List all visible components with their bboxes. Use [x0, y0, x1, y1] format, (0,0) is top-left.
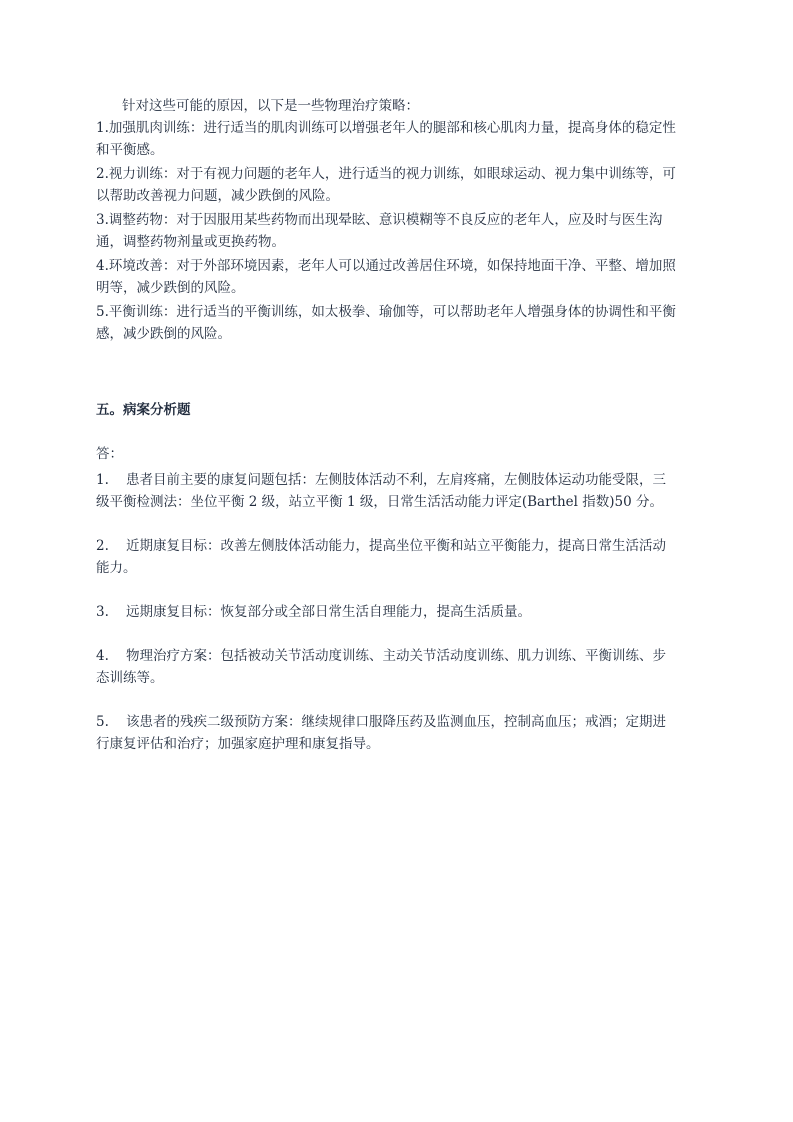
case-answer-2: [96, 535, 678, 579]
case-answer-text: 该患者的残疾二级预防方案：继续规律口服降压药及监测血压，控制高血压；戒酒；定期进行康复评估和治疗；加强家庭护理和康复指导。: [96, 714, 666, 752]
section-heading: 五。病案分析题: [96, 402, 191, 418]
document-content: [96, 95, 678, 755]
strategy-item-2: 2.视力训练：对于有视力问题的老年人，进行适当的视力训练，如眼球运动、视力集中训练等，可以帮助改善视力问题，减少跌倒的风险。: [96, 166, 676, 204]
strategy-item-5: 5.平衡训练：进行适当的平衡训练，如太极拳、瑜伽等，可以帮助老年人增强身体的协调性和平衡感，减少跌倒的风险。: [96, 304, 676, 342]
case-answer-number: 2.: [96, 538, 109, 554]
case-answer-1: [96, 469, 678, 513]
case-answer-number: 1.: [96, 472, 109, 488]
case-answer-4: [96, 645, 678, 689]
case-answer-number: 4.: [96, 648, 109, 664]
case-answer-5: [96, 711, 678, 755]
strategy-item-3: 3.调整药物：对于因服用某些药物而出现晕眩、意识模糊等不良反应的老年人，应及时与医生沟通，调整药物剂量或更换药物。: [96, 212, 663, 250]
strategy-item-4: 4.环境改善：对于外部环境因素，老年人可以通过改善居住环境，如保持地面干净、平整、增加照明等，减少跌倒的风险。: [96, 258, 676, 296]
case-answer-number: 3.: [96, 604, 109, 620]
case-answer-text: 患者目前主要的康复问题包括：左侧肢体活动不利，左肩疼痛，左侧肢体运动功能受限，三级平衡检测法：坐位平衡 2 级，站立平衡 1 级，日常生活活动能力评定(Barthel 指数)50 分。: [96, 472, 666, 510]
case-answer-text: 远期康复目标：恢复部分或全部日常生活自理能力，提高生活质量。: [126, 604, 531, 620]
strategy-intro: 针对这些可能的原因，以下是一些物理治疗策略：: [122, 98, 419, 114]
case-answer-text: 物理治疗方案：包括被动关节活动度训练、主动关节活动度训练、肌力训练、平衡训练、步态训练等。: [96, 648, 666, 686]
case-answer-text: 近期康复目标：改善左侧肢体活动能力，提高坐位平衡和站立平衡能力，提高日常生活活动能力。: [96, 538, 666, 576]
strategy-item-1: 1.加强肌肉训练：进行适当的肌肉训练可以增强老年人的腿部和核心肌肉力量，提高身体的稳定性和平衡感。: [96, 120, 676, 158]
answer-label: 答：: [96, 446, 123, 462]
case-answer-number: 5.: [96, 714, 109, 730]
case-answer-3: [96, 601, 678, 623]
